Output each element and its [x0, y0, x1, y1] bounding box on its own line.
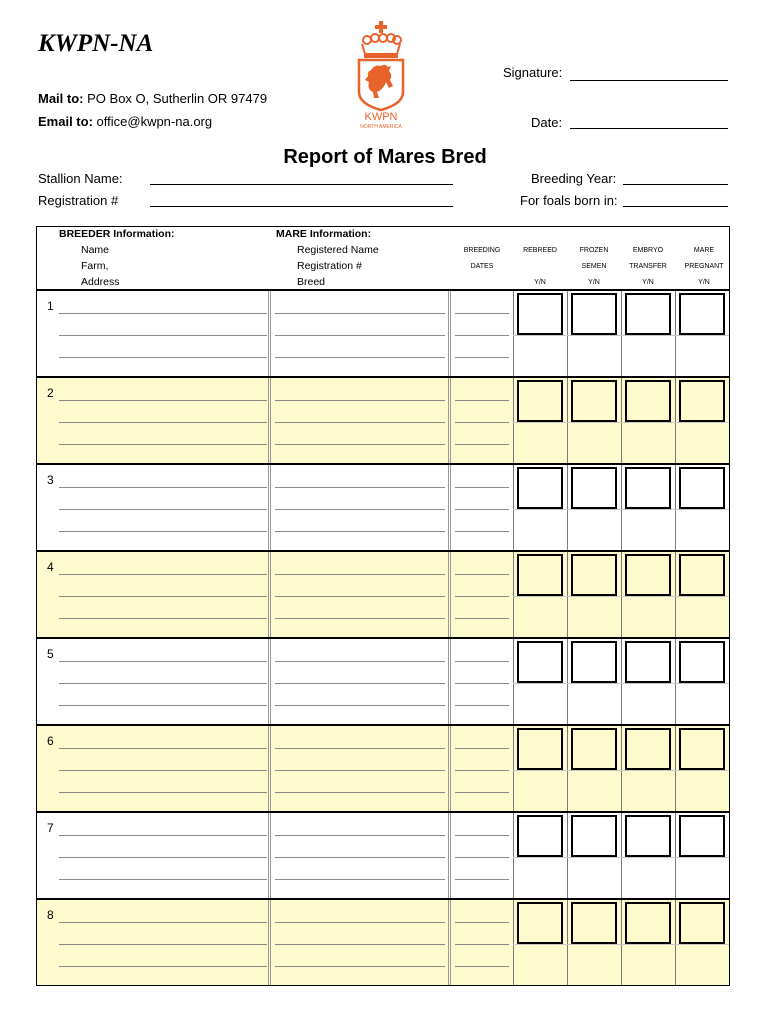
embryo-header-1: EMBRYO: [632, 247, 664, 254]
rebreed-box[interactable]: [517, 728, 563, 770]
breeding-year-label: Breeding Year:: [531, 171, 617, 186]
breeder-line-1[interactable]: [59, 661, 267, 662]
breeder-line-1[interactable]: [59, 487, 267, 488]
table-row: [37, 637, 729, 724]
rebreed-box[interactable]: [517, 380, 563, 422]
breeding-header-2: DATES: [470, 263, 494, 270]
breeding-date-line-2[interactable]: [455, 509, 509, 510]
column-separator: [268, 639, 271, 724]
mare-line-3[interactable]: [275, 531, 445, 532]
breeding-date-line-2[interactable]: [455, 857, 509, 858]
breeder-line-2[interactable]: [59, 335, 267, 336]
cell-separator: [567, 813, 568, 898]
mares-table: [36, 226, 730, 986]
logo-text: KWPN: [364, 111, 398, 123]
foals-year-field[interactable]: [623, 206, 728, 207]
breeding-date-line-2[interactable]: [455, 335, 509, 336]
frozen-header-2: SEMEN: [581, 263, 607, 270]
breeder-line-2[interactable]: [59, 944, 267, 945]
frozen-semen-box[interactable]: [571, 293, 617, 335]
mare-pregnant-box[interactable]: [679, 467, 725, 509]
stallion-name-field[interactable]: [150, 184, 453, 185]
frozen-semen-box[interactable]: [571, 728, 617, 770]
mail-to: [38, 91, 267, 106]
breeder-line-3[interactable]: [59, 966, 267, 967]
rebreed-box[interactable]: [517, 467, 563, 509]
table-row: [37, 289, 729, 376]
mare-pregnant-box[interactable]: [679, 728, 725, 770]
kwpn-logo-graphic: [353, 20, 409, 130]
mare-line-1[interactable]: [275, 313, 445, 314]
breeding-header-1: BREEDING: [463, 247, 501, 254]
mare-line-3[interactable]: [275, 705, 445, 706]
stallion-label: Stallion Name:: [38, 171, 123, 186]
mare-line-3[interactable]: [275, 966, 445, 967]
column-separator: [448, 900, 451, 985]
mare-line-2[interactable]: [275, 422, 445, 423]
kwpn-logo: [353, 20, 409, 130]
cell-separator: [621, 900, 622, 985]
breeding-date-line-1[interactable]: [455, 313, 509, 314]
mare-line-3[interactable]: [275, 792, 445, 793]
mare-line-1[interactable]: [275, 574, 445, 575]
frozen-semen-box[interactable]: [571, 902, 617, 944]
mail-label: Mail to:: [38, 91, 84, 106]
cell-separator: [675, 291, 676, 376]
cell-separator: [513, 813, 514, 898]
column-separator: [448, 465, 451, 550]
column-separator: [268, 378, 271, 463]
breeder-line-3[interactable]: [59, 444, 267, 445]
column-separator: [268, 900, 271, 985]
frozen-semen-box[interactable]: [571, 641, 617, 683]
row-number: 5: [47, 647, 54, 661]
breeding-date-line-3[interactable]: [455, 357, 509, 358]
mare-line-2[interactable]: [275, 509, 445, 510]
row-number: 2: [47, 386, 54, 400]
rebreed-yn: Y/N: [534, 279, 546, 286]
row-number: 4: [47, 560, 54, 574]
column-separator: [448, 813, 451, 898]
breeder-line-3[interactable]: [59, 879, 267, 880]
cell-separator: [567, 378, 568, 463]
embryo-transfer-box[interactable]: [625, 467, 671, 509]
mare-pregnant-box[interactable]: [679, 380, 725, 422]
pregnant-header-2: PREGNANT: [684, 263, 724, 270]
cell-separator: [621, 465, 622, 550]
frozen-yn: Y/N: [588, 279, 600, 286]
table-row: [37, 550, 729, 637]
rebreed-header: REBREED: [523, 247, 557, 254]
mare-line-3[interactable]: [275, 444, 445, 445]
breeder-line-3[interactable]: [59, 357, 267, 358]
mare-line-1[interactable]: [275, 400, 445, 401]
row-number: 1: [47, 299, 54, 313]
breeder-line-3[interactable]: [59, 618, 267, 619]
mare-line-1[interactable]: [275, 922, 445, 923]
breeder-line-2[interactable]: [59, 857, 267, 858]
mare-pregnant-box[interactable]: [679, 902, 725, 944]
cell-separator: [675, 900, 676, 985]
breeder-header: BREEDER Information:: [59, 228, 175, 240]
cell-separator: [513, 378, 514, 463]
mail-value: PO Box O, Sutherlin OR 97479: [87, 91, 268, 106]
mare-line-2[interactable]: [275, 683, 445, 684]
breeding-year-field[interactable]: [623, 184, 728, 185]
breeding-date-line-1[interactable]: [455, 661, 509, 662]
pregnant-header-1: MARE: [693, 247, 715, 254]
breeder-line-2[interactable]: [59, 509, 267, 510]
signature-field[interactable]: [570, 80, 728, 81]
frozen-semen-box[interactable]: [571, 554, 617, 596]
breeding-date-line-2[interactable]: [455, 683, 509, 684]
mare-line-1[interactable]: [275, 835, 445, 836]
breeding-date-line-2[interactable]: [455, 770, 509, 771]
cell-divider: [513, 770, 729, 771]
breeder-line-3[interactable]: [59, 705, 267, 706]
cell-separator: [567, 465, 568, 550]
breeding-date-line-3[interactable]: [455, 879, 509, 880]
column-separator: [268, 552, 271, 637]
cell-separator: [567, 726, 568, 811]
cell-separator: [675, 465, 676, 550]
column-separator: [268, 291, 271, 376]
cell-separator: [621, 639, 622, 724]
breeder-line-1[interactable]: [59, 748, 267, 749]
breeding-date-line-2[interactable]: [455, 944, 509, 945]
embryo-transfer-box[interactable]: [625, 641, 671, 683]
table-row: [37, 376, 729, 463]
breeding-date-line-1[interactable]: [455, 574, 509, 575]
breeding-date-line-2[interactable]: [455, 422, 509, 423]
breeder-line-2[interactable]: [59, 683, 267, 684]
frozen-semen-box[interactable]: [571, 467, 617, 509]
frozen-header-1: FROZEN: [579, 247, 609, 254]
cell-divider: [513, 422, 729, 423]
embryo-transfer-box[interactable]: [625, 902, 671, 944]
mare-line-3[interactable]: [275, 879, 445, 880]
breeder-line-1[interactable]: [59, 313, 267, 314]
registration-field[interactable]: [150, 206, 453, 207]
embryo-yn: Y/N: [642, 279, 654, 286]
rebreed-box[interactable]: [517, 902, 563, 944]
mare-line-2[interactable]: [275, 335, 445, 336]
mare-line-name: Registered Name: [297, 244, 379, 256]
email-label: Email to:: [38, 114, 93, 129]
cell-divider: [513, 335, 729, 336]
column-separator: [268, 726, 271, 811]
mare-line-1[interactable]: [275, 748, 445, 749]
column-separator: [448, 726, 451, 811]
cell-separator: [567, 639, 568, 724]
breeding-date-line-3[interactable]: [455, 792, 509, 793]
table-row: [37, 463, 729, 550]
breeding-date-line-3[interactable]: [455, 705, 509, 706]
breeding-date-line-3[interactable]: [455, 531, 509, 532]
cell-separator: [567, 900, 568, 985]
column-separator: [268, 465, 271, 550]
breeder-line-address: Address: [81, 276, 120, 288]
org-name: KWPN-NA: [38, 30, 154, 57]
breeder-line-1[interactable]: [59, 400, 267, 401]
mare-pregnant-box[interactable]: [679, 554, 725, 596]
mare-line-1[interactable]: [275, 487, 445, 488]
foals-label: For foals born in:: [520, 193, 618, 208]
row-number: 3: [47, 473, 54, 487]
column-separator: [268, 813, 271, 898]
table-row: [37, 724, 729, 811]
date-label: Date:: [531, 115, 563, 130]
cell-separator: [675, 639, 676, 724]
mare-line-breed: Breed: [297, 276, 326, 288]
frozen-semen-box[interactable]: [571, 815, 617, 857]
mare-line-2[interactable]: [275, 596, 445, 597]
cell-divider: [513, 944, 729, 945]
cell-divider: [513, 683, 729, 684]
embryo-transfer-box[interactable]: [625, 293, 671, 335]
column-separator: [448, 378, 451, 463]
cell-separator: [513, 465, 514, 550]
cell-separator: [675, 552, 676, 637]
email-value: office@kwpn-na.org: [96, 114, 213, 129]
breeding-date-line-3[interactable]: [455, 966, 509, 967]
cell-separator: [675, 378, 676, 463]
rebreed-box[interactable]: [517, 554, 563, 596]
embryo-transfer-box[interactable]: [625, 554, 671, 596]
embryo-header-2: TRANSFER: [629, 263, 667, 270]
mare-pregnant-box[interactable]: [679, 815, 725, 857]
breeding-date-line-1[interactable]: [455, 400, 509, 401]
breeder-line-3[interactable]: [59, 792, 267, 793]
column-separator: [448, 639, 451, 724]
breeder-line-1[interactable]: [59, 835, 267, 836]
table-row: [37, 898, 729, 985]
embryo-transfer-box[interactable]: [625, 815, 671, 857]
mare-line-1[interactable]: [275, 661, 445, 662]
table-row: [37, 811, 729, 898]
mare-line-registration: Registration #: [297, 260, 362, 272]
breeding-date-line-1[interactable]: [455, 922, 509, 923]
cell-separator: [513, 291, 514, 376]
breeding-date-line-1[interactable]: [455, 835, 509, 836]
breeder-line-3[interactable]: [59, 531, 267, 532]
breeder-line-name: Name: [81, 244, 110, 256]
cell-separator: [513, 552, 514, 637]
row-number: 8: [47, 908, 54, 922]
row-number: 6: [47, 734, 54, 748]
cell-separator: [513, 726, 514, 811]
frozen-semen-box[interactable]: [571, 380, 617, 422]
cell-separator: [621, 291, 622, 376]
rebreed-box[interactable]: [517, 641, 563, 683]
cell-separator: [621, 726, 622, 811]
mare-line-2[interactable]: [275, 770, 445, 771]
cell-separator: [567, 552, 568, 637]
breeding-date-line-3[interactable]: [455, 618, 509, 619]
embryo-transfer-box[interactable]: [625, 728, 671, 770]
mare-line-2[interactable]: [275, 857, 445, 858]
rebreed-box[interactable]: [517, 293, 563, 335]
breeding-date-line-1[interactable]: [455, 487, 509, 488]
column-separator: [448, 552, 451, 637]
embryo-transfer-box[interactable]: [625, 380, 671, 422]
pregnant-yn: Y/N: [698, 279, 710, 286]
email-to: [38, 114, 212, 129]
cell-separator: [513, 900, 514, 985]
mare-pregnant-box[interactable]: [679, 641, 725, 683]
cell-divider: [513, 509, 729, 510]
breeding-date-line-3[interactable]: [455, 444, 509, 445]
breeder-line-1[interactable]: [59, 574, 267, 575]
column-separator: [448, 291, 451, 376]
cell-separator: [567, 291, 568, 376]
breeder-line-farm: Farm,: [81, 260, 109, 272]
cell-separator: [621, 378, 622, 463]
cell-divider: [513, 596, 729, 597]
mare-line-2[interactable]: [275, 944, 445, 945]
cell-separator: [621, 552, 622, 637]
logo-subtext: NORTH AMERICA: [360, 124, 402, 130]
breeder-line-2[interactable]: [59, 596, 267, 597]
mare-pregnant-box[interactable]: [679, 293, 725, 335]
cell-divider: [513, 857, 729, 858]
cell-separator: [513, 639, 514, 724]
breeding-date-line-1[interactable]: [455, 748, 509, 749]
mare-header: MARE Information:: [276, 228, 372, 240]
registration-label: Registration #: [38, 193, 119, 208]
breeder-line-2[interactable]: [59, 422, 267, 423]
breeding-date-line-2[interactable]: [455, 596, 509, 597]
breeder-line-2[interactable]: [59, 770, 267, 771]
signature-label: Signature:: [503, 65, 563, 80]
rebreed-box[interactable]: [517, 815, 563, 857]
breeder-line-1[interactable]: [59, 922, 267, 923]
cell-separator: [675, 726, 676, 811]
mare-line-3[interactable]: [275, 618, 445, 619]
mare-line-3[interactable]: [275, 357, 445, 358]
row-number: 7: [47, 821, 54, 835]
cell-separator: [621, 813, 622, 898]
page-title: Report of Mares Bred: [283, 146, 487, 168]
date-field[interactable]: [570, 128, 728, 129]
cell-separator: [675, 813, 676, 898]
